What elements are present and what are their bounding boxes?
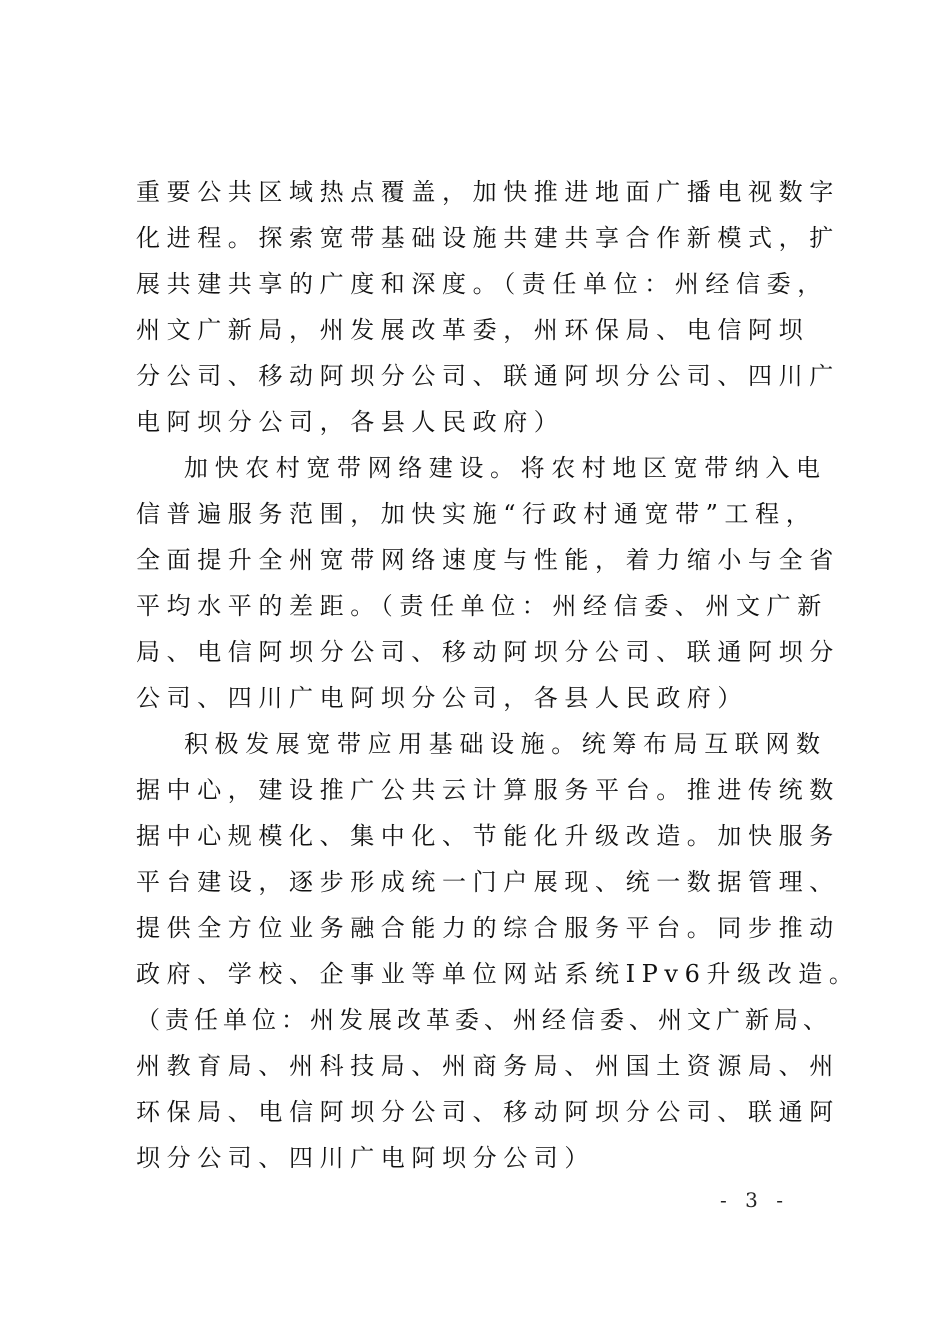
text-line: 公司、四川广电阿坝分公司，各县人民政府）: [136, 684, 748, 712]
text-line: 据中心规模化、集中化、节能化升级改造。加快服务: [136, 822, 840, 850]
text-line: 平均水平的差距。（责任单位：州经信委、州文广新: [136, 592, 828, 620]
document-body: [136, 172, 860, 1184]
text-line: 提供全方位业务融合能力的综合服务平台。同步推动: [136, 914, 840, 942]
text-line: 信普遍服务范围，加快实施“行政村通宽带”工程，: [136, 500, 817, 528]
text-line: 重要公共区域热点覆盖，加快推进地面广播电视数字: [136, 178, 840, 206]
text-line: （责任单位：州发展改革委、州经信委、州文广新局、: [136, 1006, 832, 1034]
page-number: - 3 -: [720, 1188, 789, 1212]
text-line: 全面提升全州宽带网络速度与性能，着力缩小与全省: [136, 546, 840, 574]
text-line: 局、电信阿坝分公司、移动阿坝分公司、联通阿坝分: [136, 638, 840, 666]
text-line: 据中心，建设推广公共云计算服务平台。推进传统数: [136, 776, 840, 804]
text-line: 州文广新局，州发展改革委，州环保局、电信阿坝: [136, 316, 810, 344]
text-line: 州教育局、州科技局、州商务局、州国土资源局、州: [136, 1052, 840, 1080]
text-line: 电阿坝分公司，各县人民政府）: [136, 408, 565, 436]
text-line: 平台建设，逐步形成统一门户展现、统一数据管理、: [136, 868, 840, 896]
text-line: 展共建共享的广度和深度。（责任单位：州经信委，: [136, 270, 828, 298]
paragraph-1: [136, 172, 840, 448]
paragraph-2: [136, 448, 840, 724]
paragraph-3: [136, 724, 860, 1184]
text-line: 分公司、移动阿坝分公司、联通阿坝分公司、四川广: [136, 362, 840, 390]
text-line: 政府、学校、企事业等单位网站系统IPv6升级改造。: [136, 960, 860, 988]
text-line: 化进程。探索宽带基础设施共建共享合作新模式，扩: [136, 224, 840, 252]
text-line: 积极发展宽带应用基础设施。统筹布局互联网数: [184, 730, 827, 758]
text-line: 环保局、电信阿坝分公司、移动阿坝分公司、联通阿: [136, 1098, 840, 1126]
text-line: 加快农村宽带网络建设。将农村地区宽带纳入电: [184, 454, 827, 482]
text-line: 坝分公司、四川广电阿坝分公司）: [136, 1144, 595, 1172]
